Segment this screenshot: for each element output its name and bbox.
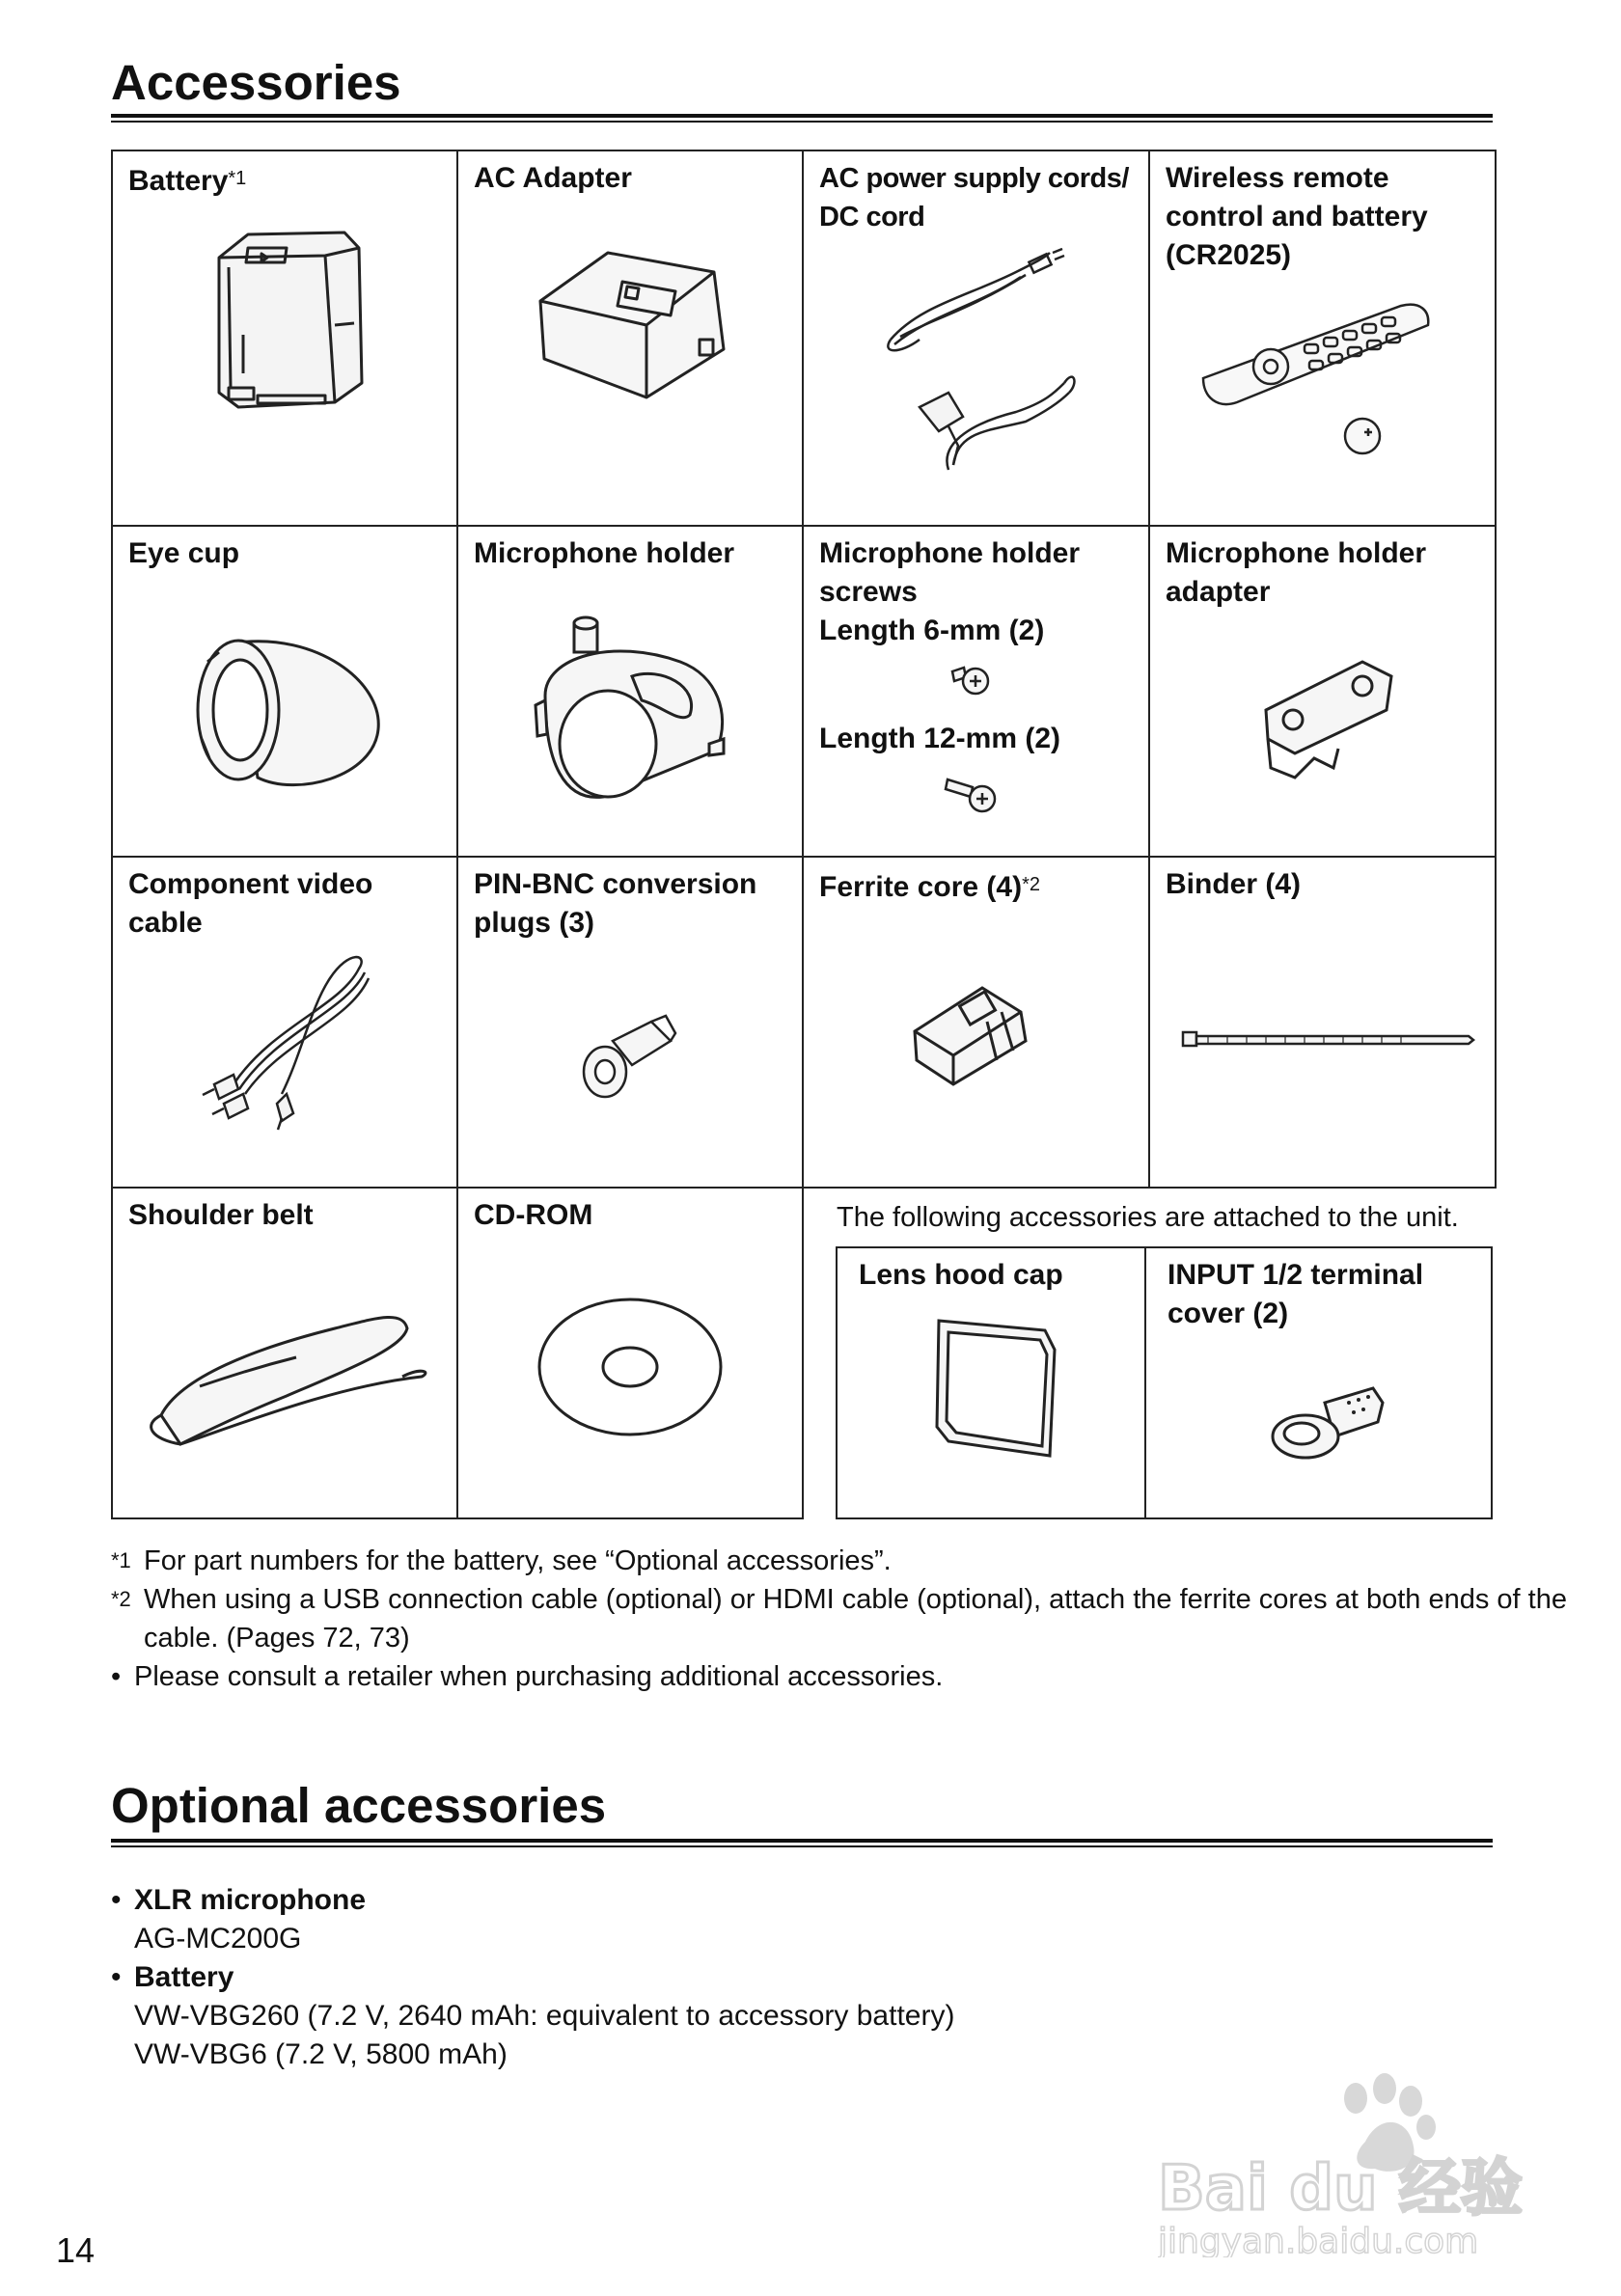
cell-wireless-remote — [1150, 151, 1494, 525]
cell-component-cable — [113, 858, 456, 1187]
battery-label: Battery — [128, 165, 229, 197]
note1-mark: *1 — [228, 168, 247, 189]
ferrite-illustration — [905, 973, 1040, 1099]
battery-model-1: VW-VBG260 (7.2 V, 2640 mAh: equivalent to accessory battery) — [134, 2000, 955, 2032]
cell-shoulder-belt — [113, 1189, 456, 1517]
shoulder-belt-label: Shoulder belt — [128, 1199, 314, 1231]
component-cable-illustration — [185, 949, 388, 1142]
mic-adapter-illustration — [1256, 652, 1401, 787]
mic-holder-label: Microphone holder — [474, 537, 734, 569]
lens-hood-cap-illustration — [929, 1311, 1064, 1465]
cd-rom-illustration — [534, 1290, 727, 1444]
remote-illustration — [1198, 291, 1449, 465]
heading-rule — [111, 114, 1493, 123]
cell-pin-bnc — [458, 858, 802, 1187]
ac-cords-label: AC power supply cords/ DC cord — [819, 163, 1129, 232]
attached-accessories-table — [836, 1246, 1493, 1519]
cd-rom-label: CD-ROM — [474, 1199, 593, 1231]
section-title-optional: Optional accessories — [111, 1778, 607, 1833]
ferrite-label: Ferrite core (4) — [819, 871, 1023, 903]
cell-mic-screws — [804, 527, 1147, 856]
attached-accessories-note: The following accessories are attached to the unit. — [837, 1202, 1459, 1233]
cell-ferrite — [804, 858, 1147, 1187]
mic-holder-illustration — [526, 609, 748, 821]
eye-cup-illustration — [180, 614, 402, 806]
bullet: • — [111, 1884, 122, 1916]
mic-screws-6-label: Length 6-mm (2) — [819, 615, 1045, 646]
mic-screws-12-label: Length 12-mm (2) — [819, 723, 1061, 754]
battery-illustration — [190, 219, 402, 412]
note3-bullet: • — [111, 1661, 122, 1692]
cell-battery — [113, 151, 456, 525]
screw-12mm-icon — [944, 770, 1002, 818]
baidu-paw-icon — [1158, 2064, 1544, 2257]
binder-label: Binder (4) — [1166, 868, 1302, 900]
watermark-url: jingyan.baidu.com — [1158, 2222, 1479, 2257]
binder-illustration — [1179, 1026, 1478, 1055]
lens-hood-cap-label: Lens hood cap — [859, 1259, 1063, 1291]
pin-bnc-label: PIN-BNC conversion plugs (3) — [474, 868, 757, 939]
cell-mic-holder — [458, 527, 802, 856]
wireless-remote-label: Wireless remote control and battery (CR2025) — [1166, 162, 1428, 271]
cell-input-cover — [1146, 1248, 1491, 1517]
pin-bnc-illustration — [574, 1012, 680, 1108]
footnotes — [111, 1542, 1621, 1696]
mic-screws-label: Microphone holder screws — [819, 537, 1080, 608]
mic-adapter-label: Microphone holder adapter — [1166, 537, 1426, 608]
bullet: • — [111, 1961, 122, 1993]
note3-text: Please consult a retailer when purchasing additional accessories. — [134, 1661, 944, 1692]
component-cable-label: Component video cable — [128, 868, 373, 939]
optional-list — [111, 1881, 954, 2074]
screw-6mm-icon — [948, 660, 997, 703]
note2-marker: *2 — [111, 1587, 131, 1611]
ac-adapter-illustration — [531, 233, 743, 407]
watermark-brand: Bai du 经验 — [1158, 2153, 1523, 2225]
cell-mic-adapter — [1150, 527, 1494, 856]
cords-illustration — [881, 248, 1084, 479]
xlr-title: XLR microphone — [134, 1884, 367, 1916]
optional-heading-rule — [111, 1839, 1493, 1847]
note2-mark: *2 — [1022, 874, 1040, 895]
battery-title: Battery — [134, 1961, 234, 1993]
xlr-model: AG-MC200G — [134, 1923, 302, 1954]
note2-text: When using a USB connection cable (optional) or HDMI cable (optional), attach the ferrite cores at both ends of the cable. (Pages 72, 73) — [144, 1584, 1567, 1654]
input-cover-illustration — [1267, 1383, 1392, 1470]
note1-marker: *1 — [111, 1548, 131, 1572]
cell-binder — [1150, 858, 1494, 1187]
cell-lens-hood-cap — [838, 1248, 1144, 1517]
ac-adapter-label: AC Adapter — [474, 162, 632, 194]
note1-text: For part numbers for the battery, see “Optional accessories”. — [144, 1545, 892, 1576]
cell-ac-adapter — [458, 151, 802, 525]
eye-cup-label: Eye cup — [128, 537, 240, 569]
cell-eye-cup — [113, 527, 456, 856]
battery-model-2: VW-VBG6 (7.2 V, 5800 mAh) — [134, 2038, 508, 2070]
cell-cd-rom — [458, 1189, 802, 1517]
baidu-watermark — [1158, 2064, 1544, 2262]
input-cover-label: INPUT 1/2 terminal cover (2) — [1168, 1259, 1424, 1329]
page-number: 14 — [56, 2230, 96, 2270]
cell-ac-cords — [804, 151, 1147, 525]
shoulder-belt-illustration — [142, 1271, 431, 1454]
page-title-accessories: Accessories — [111, 55, 401, 110]
